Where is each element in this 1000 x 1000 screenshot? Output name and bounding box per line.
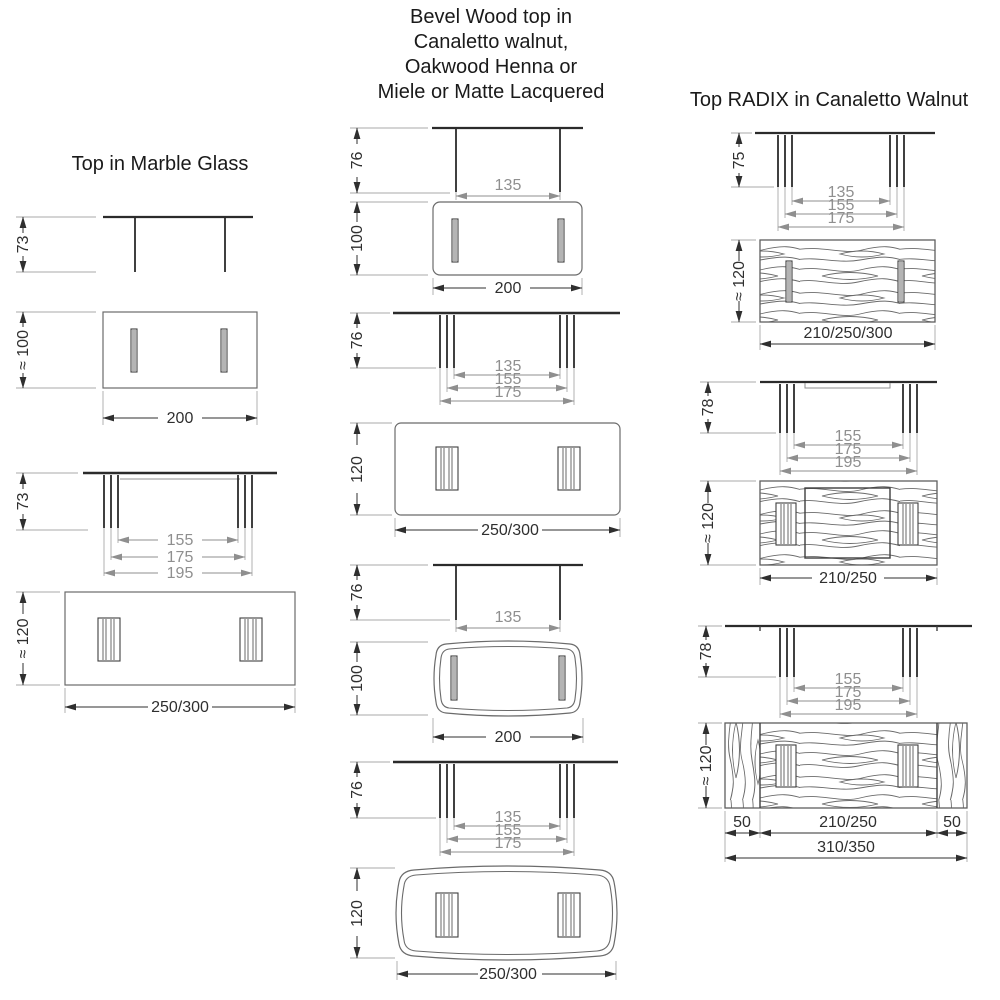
dim-leg-spacing: 195 (834, 697, 862, 714)
dim-leg-spacing: 155 (494, 371, 522, 388)
dim-plan-width: 250/300 (479, 966, 537, 983)
dim-height: 78 (700, 398, 717, 417)
dim-height: 75 (731, 151, 748, 170)
dim-leg-spacing: 135 (494, 177, 522, 194)
dim-leg-spacing: 175 (494, 384, 522, 401)
dim-plan-depth: ≈ 120 (731, 261, 748, 301)
dim-height: 78 (698, 642, 715, 661)
leg-slot-cluster (240, 618, 262, 661)
dim-leg-spacing: 155 (827, 197, 855, 214)
marble-g2-plan (15, 592, 295, 716)
dim-leg-spacing: 155 (494, 822, 522, 839)
dim-leg-spacing: 155 (834, 671, 862, 688)
dim-plan-depth: ≈ 120 (698, 745, 715, 786)
column-marble-glass (15, 153, 295, 716)
leg-slot (898, 261, 904, 302)
bevel-title-line2: Canaletto walnut, (413, 31, 569, 53)
dim-leg-spacing: 175 (827, 210, 855, 227)
leg-slot (131, 329, 137, 372)
bevel-g2-plan (349, 423, 620, 539)
radix-g3-elevation (698, 626, 972, 718)
dim-leg-spacing: 135 (494, 809, 522, 826)
leg-slot (786, 261, 792, 302)
leg-slot-cluster (898, 503, 918, 545)
dim-leg-spacing: 135 (494, 358, 522, 375)
dim-plan-depth: ≈ 120 (15, 618, 32, 659)
leg-slot (452, 219, 458, 262)
dim-plan-depth: 100 (349, 225, 366, 252)
radix-g1-elevation (731, 133, 935, 231)
dim-plan-depth: 100 (349, 665, 366, 692)
side-leaf-left (725, 723, 760, 808)
dim-plan-width: 250/300 (481, 522, 539, 539)
dim-plan-depth: 120 (349, 456, 366, 483)
leg-slot-cluster (898, 745, 918, 787)
leg-slot-cluster (98, 618, 120, 661)
tabletop-plan-view (396, 866, 617, 960)
leg-slot-cluster (558, 893, 580, 937)
dim-total-width: 310/350 (817, 839, 875, 856)
marble-g1-elevation (15, 217, 253, 272)
tabletop-plan-view (103, 312, 257, 388)
dim-height: 76 (349, 331, 366, 350)
leg-slot-cluster (436, 893, 458, 937)
dim-leg-spacing: 135 (827, 184, 855, 201)
dim-leg-spacing: 175 (494, 835, 522, 852)
leg-slot (559, 656, 565, 700)
dim-side-right: 50 (943, 814, 961, 831)
leg-slot-cluster (776, 503, 796, 545)
dim-plan-depth: ≈ 100 (15, 330, 32, 370)
dim-height: 76 (349, 781, 366, 799)
side-leaf-right (937, 723, 967, 808)
leg-slot (451, 656, 457, 700)
radix-g1-plan (731, 240, 935, 350)
dim-leg-spacing: 195 (834, 454, 862, 471)
leg-slot (221, 329, 227, 372)
dim-leg-spacing: 175 (166, 549, 194, 566)
dim-leg-spacing: 175 (834, 684, 862, 701)
dim-plan-width: 210/250 (819, 570, 877, 587)
dim-leg-spacing: 155 (834, 428, 862, 445)
bevel-title-line1: Bevel Wood top in (410, 6, 572, 28)
column-radix (690, 89, 972, 862)
dim-plan-depth: ≈ 120 (700, 503, 717, 543)
bevel-title-line3: Oakwood Henna or (404, 56, 578, 78)
dim-plan-width: 200 (166, 410, 194, 427)
dim-plan-width: 200 (494, 729, 522, 746)
marble-title: Top in Marble Glass (71, 153, 249, 175)
dim-plan-width: 250/300 (151, 699, 209, 716)
leg-slot (558, 219, 564, 262)
tabletop-plan-view (395, 423, 620, 515)
bevel-g3-plan (349, 641, 583, 746)
column-bevel-wood (349, 6, 620, 983)
bevel-g4-elevation (349, 762, 618, 856)
leg-slot-cluster (558, 447, 580, 490)
dim-side-left: 50 (733, 814, 751, 831)
radix-g2-elevation (700, 382, 937, 475)
radix-g3-plan (698, 723, 967, 862)
dim-leg-spacing: 195 (166, 565, 194, 582)
dim-leg-spacing: 175 (834, 441, 862, 458)
dim-height: 76 (349, 151, 366, 170)
bevel-g2-elevation (349, 313, 620, 405)
extension-leaf-side-view (805, 383, 890, 388)
bevel-g4-plan (349, 866, 617, 983)
dim-plan-width: 210/250/300 (803, 325, 893, 342)
bevel-g1-plan (349, 202, 582, 297)
dim-mid-width: 210/250 (819, 814, 877, 831)
marble-g2-elevation (15, 473, 277, 582)
bevel-g1-elevation (349, 128, 583, 200)
dim-plan-depth: 120 (349, 900, 366, 927)
dim-height: 76 (349, 583, 366, 602)
bevel-g3-elevation (349, 565, 583, 632)
dim-leg-spacing: 135 (494, 609, 522, 626)
leg-slot-cluster (436, 447, 458, 490)
radix-title: Top RADIX in Canaletto Walnut (689, 89, 969, 111)
bevel-title-line4: Miele or Matte Lacquered (377, 81, 605, 103)
dim-height: 73 (15, 492, 32, 511)
leg-slot-cluster (776, 745, 796, 787)
dim-height: 73 (15, 235, 32, 254)
dim-leg-spacing: 155 (166, 532, 194, 549)
marble-g1-plan (15, 312, 257, 427)
dim-plan-width: 200 (494, 280, 522, 297)
radix-g2-plan (700, 481, 937, 587)
